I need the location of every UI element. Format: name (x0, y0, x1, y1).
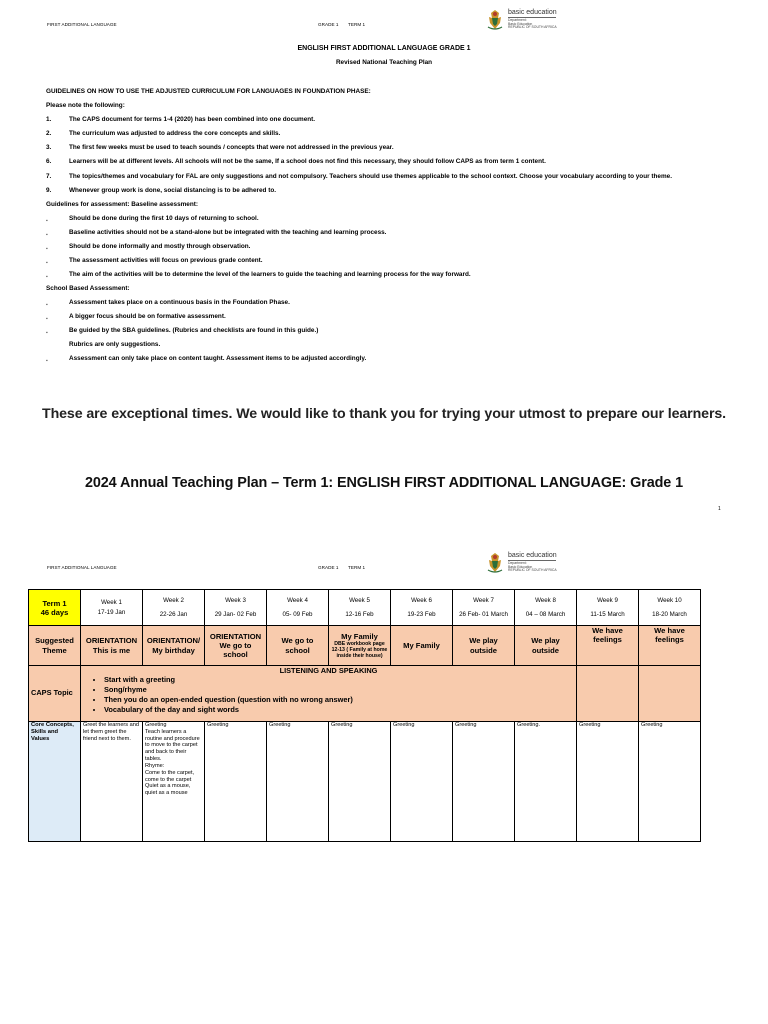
sba-item: Assessment takes place on a continuous basis in the Foundation Phase. (69, 299, 290, 306)
logo-line1: Department: (508, 561, 527, 565)
logo-brand: basic education (508, 9, 557, 16)
theme-cell: We play outside (515, 626, 577, 666)
point-number: 6. (46, 158, 52, 165)
doc-title: ENGLISH FIRST ADDITIONAL LANGUAGE GRADE 1 (297, 45, 471, 52)
core-cell: Greeting (639, 722, 701, 842)
core-cell: Greeting (391, 722, 453, 842)
core-cell: Greeting (577, 722, 639, 842)
page-number: 1 (718, 506, 721, 512)
logo-brand: basic education (508, 552, 557, 559)
caps-row (29, 666, 701, 722)
thanks-message: These are exceptional times. We would like to thank you for trying your utmost to prepare our learners. (42, 406, 726, 422)
core-row (29, 722, 701, 842)
bullet-markers: ▪ ▪ ▪ ▪ ▪ (46, 218, 48, 280)
week-dates: 22-26 Jan (159, 611, 188, 618)
week-cell (639, 590, 701, 626)
baseline-item: The aim of the activities will be to determine the level of the learners to guide the teaching and learning process for the way forward. (69, 271, 471, 278)
week-label: Week 5 (349, 596, 370, 604)
sba-item: A bigger focus should be on formative assessment. (69, 313, 226, 320)
header-subject: FIRST ADDITIONAL LANGUAGE (47, 565, 117, 570)
baseline-item: Baseline activities should not be a stand-alone but be integrated with the teaching and learning process. (69, 229, 387, 236)
header-term: TERM 1 (348, 22, 366, 27)
caps-label: CAPS Topic (29, 666, 81, 722)
theme-cell: We go to school (267, 626, 329, 666)
theme-main: My Family (341, 631, 378, 641)
term-label: Term 1 (42, 598, 67, 608)
week-dates: 12-16 Feb (345, 611, 374, 618)
core-cell: Greeting (267, 722, 329, 842)
caps-empty-cell (577, 666, 639, 722)
week-cell (81, 590, 143, 626)
atp-title: 2024 Annual Teaching Plan – Term 1: ENGLISH FIRST ADDITIONAL LANGUAGE: Grade 1 (84, 475, 684, 491)
theme-note: DBE workbook page 12-13 ( Family at home inside their house) (331, 640, 388, 660)
week-cell (391, 590, 453, 626)
week-dates: 05- 09 Feb (282, 611, 313, 618)
guidelines-heading: GUIDELINES ON HOW TO USE THE ADJUSTED CURRICULUM FOR LANGUAGES IN FOUNDATION PHASE: (46, 88, 371, 95)
baseline-item: Should be done during the first 10 days of returning to school. (69, 215, 259, 222)
week-dates: 26 Feb- 01 March (459, 611, 508, 618)
theme-cell (329, 626, 391, 666)
theme-cell: We have feelings (639, 626, 701, 666)
dbe-logo (484, 552, 557, 574)
week-label: Week 6 (411, 596, 432, 604)
note-line: Please note the following: (46, 102, 125, 109)
theme-cell: My Family (391, 626, 453, 666)
header-term: TERM 1 (348, 565, 366, 570)
theme-label: Suggested Theme (29, 626, 81, 666)
term-cell (29, 590, 81, 626)
dbe-logo (484, 9, 557, 31)
sba-item-cont: Rubrics are only suggestions. (69, 341, 161, 348)
caps-item: • Start with a greeting (104, 675, 574, 685)
core-cell: Greeting Teach learners a routine and procedure to move to the carpet and back to their tables. Rhyme: Come to the carpet, come to the carpet Quiet as a mouse, quiet as a mouse (143, 722, 205, 842)
week-label: Week 8 (535, 596, 556, 604)
week-cell (453, 590, 515, 626)
weeks-row (29, 590, 701, 626)
caps-item: • Song/rhyme (104, 685, 574, 695)
core-cell: Greeting (205, 722, 267, 842)
point-number: 1. (46, 116, 52, 123)
term-days: 46 days (40, 607, 69, 617)
point-number: 7. (46, 173, 52, 180)
logo-line3: REPUBLIC OF SOUTH AFRICA (508, 568, 557, 573)
caps-item: • Then you do an open-ended question (question with no wrong answer) (104, 695, 574, 705)
week-cell (577, 590, 639, 626)
caps-item: • Vocabulary of the day and sight words (104, 705, 574, 715)
point-number: 2. (46, 130, 52, 137)
week-label: Week 2 (163, 596, 184, 604)
week-cell (143, 590, 205, 626)
logo-line1: Department: (508, 18, 527, 22)
caps-list (83, 675, 574, 715)
week-dates: 17-19 Jan (97, 608, 126, 616)
logo-line3: REPUBLIC OF SOUTH AFRICA (508, 25, 557, 30)
week-cell (329, 590, 391, 626)
theme-row (29, 626, 701, 666)
core-label: Core Concepts, Skills and Values (29, 722, 81, 842)
logo-line2: Basic Education (508, 564, 533, 569)
sba-heading: School Based Assessment: (46, 285, 130, 292)
teaching-plan-table (28, 589, 701, 842)
sba-item: Be guided by the SBA guidelines. (Rubrics and checklists are found in this guide.) (69, 327, 319, 334)
core-cell: Greeting. (515, 722, 577, 842)
week-dates: 18-20 March (652, 611, 687, 618)
point-number: 3. (46, 144, 52, 151)
week-label: Week 7 (473, 596, 494, 604)
week-cell (267, 590, 329, 626)
week-label: Week 10 (657, 596, 682, 604)
week-dates: 19-23 Feb (407, 611, 436, 618)
point-text: The CAPS document for terms 1-4 (2020) has been combined into one document. (69, 116, 316, 123)
point-text: Learners will be at different levels. All schools will not be the same, If a school does not find this necessary, they should follow CAPS as from term 1 content. (69, 158, 546, 165)
point-number: 9. (46, 187, 52, 194)
baseline-item: The assessment activities will focus on previous grade content. (69, 257, 263, 264)
coat-of-arms-icon (484, 9, 506, 31)
week-label: Week 1 (101, 599, 122, 607)
baseline-heading: Guidelines for assessment: Baseline assessment: (46, 201, 199, 208)
point-text: The first few weeks must be used to teach sounds / concepts that were not addressed in the previous year. (69, 144, 394, 151)
week-dates: 04 – 08 March (525, 611, 566, 618)
theme-cell: ORIENTATION We go to school (205, 626, 267, 666)
core-cell: Greet the learners and let them greet the friend next to them. (81, 722, 143, 842)
theme-cell: We play outside (453, 626, 515, 666)
caps-topic-cell (81, 666, 577, 722)
week-label: Week 9 (597, 596, 618, 604)
bullet-markers: ▪ ▪ ▪ ▪ (46, 302, 48, 364)
point-text: Whenever group work is done, social distancing is to be adhered to. (69, 187, 277, 194)
point-text: The topics/themes and vocabulary for FAL are only suggestions and not compulsory. Teachers should use themes applicable to the school context. Choose your vocabulary according to your theme. (69, 173, 672, 180)
sba-item: Assessment can only take place on content taught. Assessment items to be adjusted accordingly. (69, 355, 367, 362)
week-label: Week 4 (287, 596, 308, 604)
header-grade: GRADE 1 (318, 22, 339, 27)
week-dates: 29 Jan- 02 Feb (214, 611, 257, 618)
baseline-item: Should be done informally and mostly through observation. (69, 243, 251, 250)
core-cell: Greeting (329, 722, 391, 842)
logo-line2: Basic Education (508, 21, 533, 26)
week-label: Week 3 (225, 596, 246, 604)
point-text: The curriculum was adjusted to address the core concepts and skills. (69, 130, 281, 137)
header-grade: GRADE 1 (318, 565, 339, 570)
week-dates: 11-15 March (590, 611, 625, 618)
theme-cell: ORIENTATION This is me (81, 626, 143, 666)
caps-empty-cell (639, 666, 701, 722)
week-cell (515, 590, 577, 626)
theme-cell: We have feelings (577, 626, 639, 666)
header-subject: FIRST ADDITIONAL LANGUAGE (47, 22, 117, 27)
coat-of-arms-icon (484, 552, 506, 574)
listening-heading: LISTENING AND SPEAKING (279, 666, 378, 675)
core-cell: Greeting (453, 722, 515, 842)
doc-subtitle: Revised National Teaching Plan (335, 59, 433, 66)
week-cell (205, 590, 267, 626)
theme-cell: ORIENTATION/ My birthday (143, 626, 205, 666)
